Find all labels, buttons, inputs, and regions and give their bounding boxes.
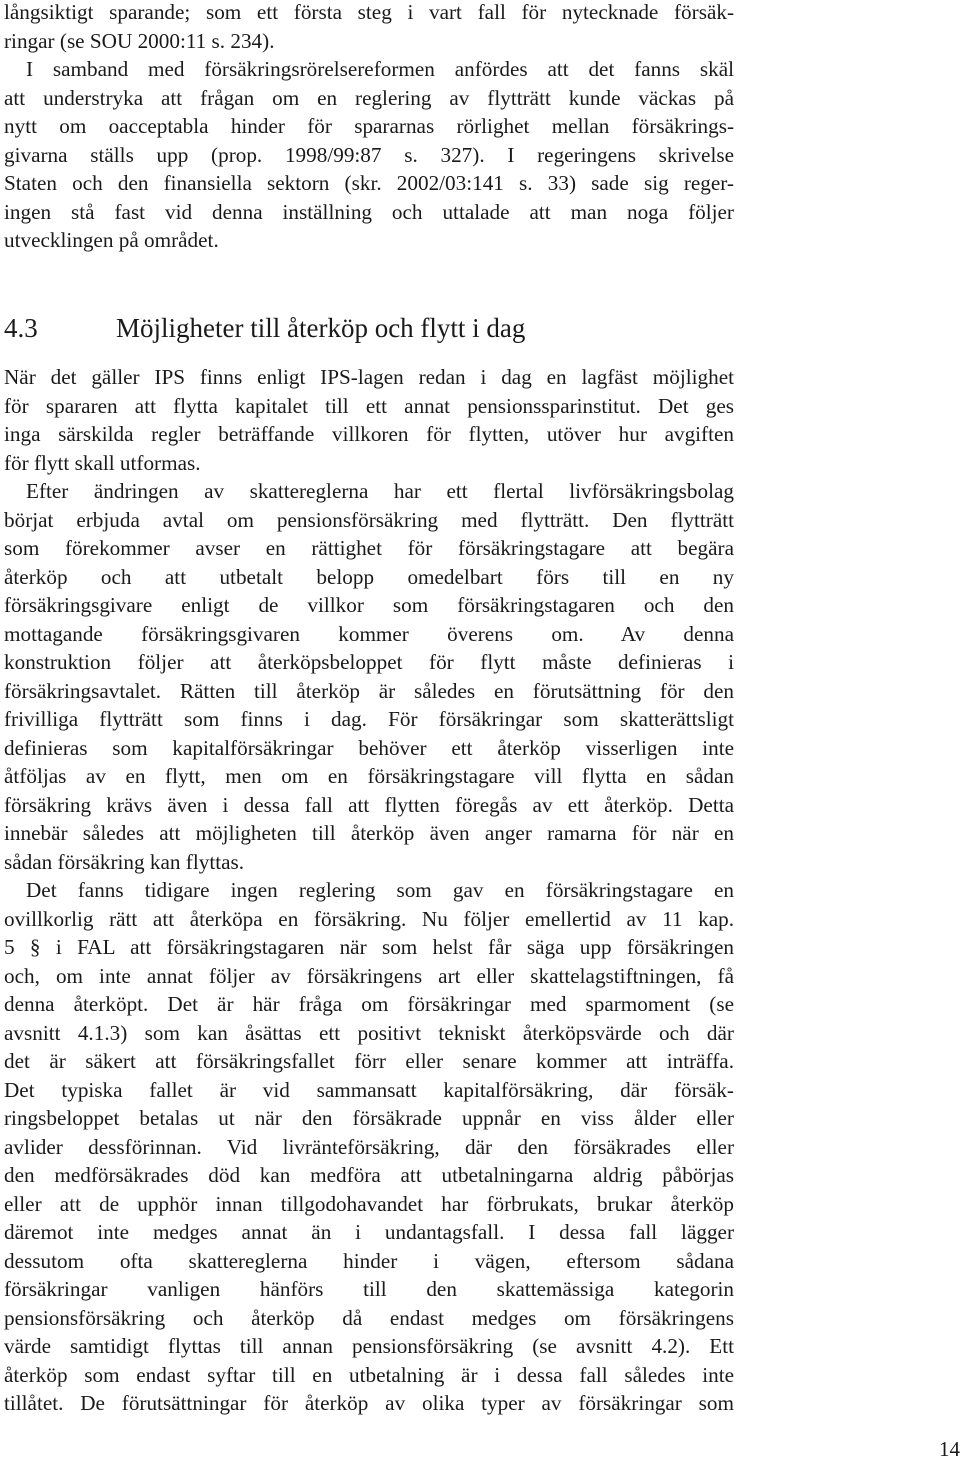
text-line: återköp som endast syftar till en utbetalning är i dessa fall således inte (4, 1362, 734, 1387)
text-line: Staten och den finansiella sektorn (skr. 2002/03:141 s. 33) sade sig reger- (4, 171, 734, 195)
text-line: denna återköpt. Det är här fråga om försäkringar med sparmoment (se (4, 992, 734, 1016)
section-title: Möjligheter till återköp och flytt i dag (116, 313, 526, 343)
section-number: 4.3 (4, 313, 38, 343)
text-line: försäkringsgivare enligt de villkor som försäkringstagaren och den (4, 593, 734, 617)
text-line: givarna ställs upp (prop. 1998/99:87 s. 327). I regeringens skrivelse (4, 142, 734, 167)
text-line: för spararen att flytta kapitalet till ett annat pensionssparinstitut. Det ges (4, 393, 734, 418)
text-line: det är säkert att försäkringsfallet förr eller senare kommer att inträffa. (4, 1049, 734, 1073)
text-line: återköp och att utbetalt belopp omedelbart förs till en ny (4, 564, 734, 589)
text-line: ovillkorlig rätt att återköpa en försäkring. Nu följer emellertid av 11 kap. (4, 906, 734, 931)
text-line: Efter ändringen av skattereglerna har ett flertal livförsäkringsbolag (26, 479, 734, 503)
text-line: mottagande försäkringsgivaren kommer överens om. Av denna (4, 621, 734, 646)
text-line: värde samtidigt flyttas till annan pensionsförsäkring (se avsnitt 4.2). Ett (4, 1334, 734, 1358)
text-line: tillåtet. De förutsättningar för återköp av olika typer av försäkringar som (4, 1391, 734, 1415)
text-line: försäkringar vanligen hänförs till den skattemässiga kategorin (4, 1277, 734, 1301)
text-line: sådan försäkring kan flyttas. (4, 849, 245, 874)
text-line: och, om inte annat följer av försäkringens art eller skattelagstiftningen, få (4, 963, 734, 988)
text-line: däremot inte medges annat än i undantagsfall. I dessa fall lägger (4, 1220, 734, 1244)
text-line: När det gäller IPS finns enligt IPS-lagen redan i dag en lagfäst möjlighet (4, 365, 734, 389)
text-line: för flytt skall utformas. (4, 450, 201, 475)
text-line: långsiktigt sparande; som ett första steg i vart fall för nytecknade försäk- (4, 0, 734, 24)
text-line: nytt om oacceptabla hinder för spararnas rörlighet mellan försäkrings- (4, 114, 734, 138)
text-line: åtföljas av en flytt, men om en försäkringstagare vill flytta en sådan (4, 764, 734, 788)
text-line: pensionsförsäkring och återköp då endast medges om försäkringens (4, 1305, 734, 1330)
top-text-block (4, 0, 734, 255)
text-line: eller att de upphör innan tillgodohavandet har förbrukats, brukar återköp (4, 1191, 734, 1216)
text-line: börjat erbjuda avtal om pensionsförsäkring med flytträtt. Den flytträtt (4, 507, 734, 532)
text-line: Det fanns tidigare ingen reglering som gav en försäkringstagare en (26, 878, 734, 902)
text-line: ringar (se SOU 2000:11 s. 234). (4, 28, 275, 53)
text-line: försäkringsavtalet. Rätten till återköp är således en förutsättning för den (4, 678, 734, 703)
text-line: innebär således att möjligheten till återköp även anger ramarna för när en (4, 821, 734, 845)
text-line: Det typiska fallet är vid sammansatt kapitalförsäkring, där försäk- (4, 1077, 734, 1102)
text-line: avlider dessförinnan. Vid livränteförsäkring, där den försäkrades eller (4, 1134, 734, 1159)
body-text-block (4, 363, 734, 1418)
text-line: I samband med försäkringsrörelsereformen anfördes att det fanns skäl (26, 57, 734, 81)
text-line: 5 § i FAL att försäkringstagaren när som helst får säga upp försäkringen (4, 935, 734, 959)
text-line: dessutom ofta skattereglerna hinder i vägen, eftersom sådana (4, 1248, 734, 1273)
text-line: som förekommer avser en rättighet för försäkringstagare att begära (4, 536, 734, 560)
text-line: ringsbeloppet betalas ut när den försäkrade uppnår en viss ålder eller (4, 1106, 734, 1130)
text-line: ingen stå fast vid denna inställning och uttalade att man noga följer (4, 199, 734, 224)
text-line: avsnitt 4.1.3) som kan åsättas ett positivt tekniskt återköpsvärde och där (4, 1020, 734, 1045)
text-line: att understryka att frågan om en reglering av flytträtt kunde väckas på (4, 85, 734, 110)
text-line: försäkring krävs även i dessa fall att flytten föregås av ett återköp. Detta (4, 792, 734, 817)
text-line: utvecklingen på området. (4, 228, 219, 252)
text-line: definieras som kapitalförsäkringar behöver ett återköp visserligen inte (4, 735, 734, 760)
section-heading (4, 310, 734, 346)
text-line: inga särskilda regler beträffande villkoren för flytten, utöver hur avgiften (4, 422, 734, 446)
text-line: den medförsäkrades död kan medföra att utbetalningarna aldrig påbörjas (4, 1163, 734, 1187)
text-line: konstruktion följer att återköpsbeloppet för flytt måste definieras i (4, 650, 734, 674)
page-number: 14 (939, 1437, 960, 1461)
text-line: frivilliga flytträtt som finns i dag. För försäkringar som skatterättsligt (4, 707, 734, 731)
